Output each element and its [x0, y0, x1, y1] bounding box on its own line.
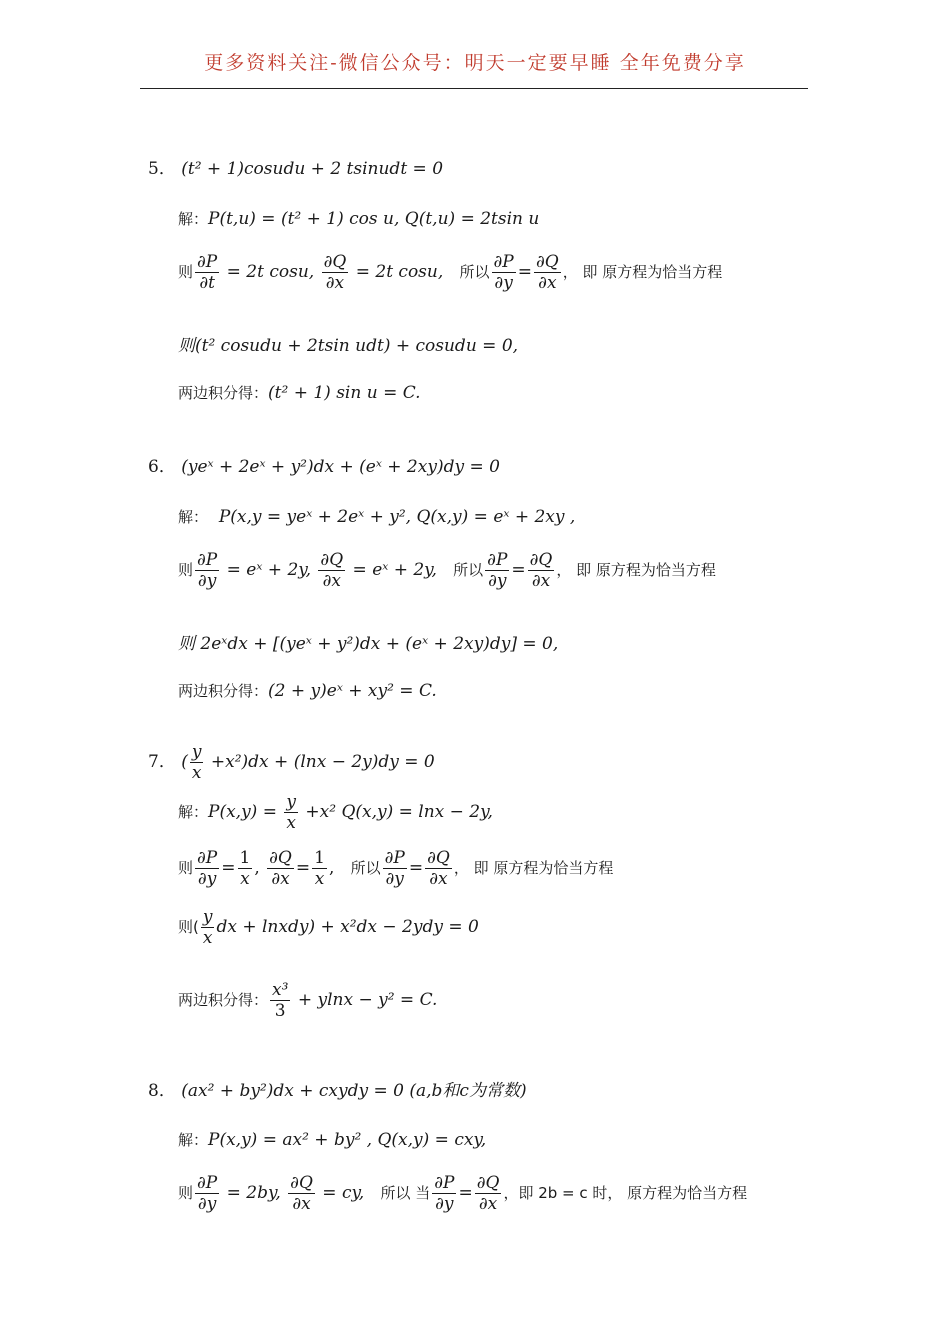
partial-fraction: $\frac{\partial Q}{\partial x}$ [269, 848, 292, 889]
therefore-label: 所以 当 [380, 1184, 431, 1202]
problem-7-solution: 解：P(x,y) = $\frac{y}{x}$ +x² Q(x,y) = lnx − 2y, [178, 792, 493, 833]
derivative-value: = 2by, [221, 1183, 281, 1203]
problem-7-equation: 7． ( $\frac{y}{x}$ +x²)dx + (lnx − 2y)dy = 0 [148, 742, 435, 783]
problem-5-derivatives: 则 $\frac{\partial P}{\partial t}$ = 2t cosu, $\frac{\partial Q}{\partial x}$ = 2t cosu, 所以 $\frac{\partial P}{\partial y}$ = $\frac{\partial Q}{\partial x}$ ， 即 原方程为恰当方程 [178, 252, 723, 293]
derivative-value: = cy, [316, 1183, 365, 1203]
problem-number: 5． [148, 159, 176, 179]
problem-7-integration [178, 980, 437, 1021]
derivative-value: = 2t cosu, [221, 262, 315, 282]
problem-6-derivatives: 则 $\frac{\partial P}{\partial y}$ = eˣ + 2y, $\frac{\partial Q}{\partial x}$ = eˣ + 2y, 所以 $\frac{\partial P}{\partial y}$ = $\frac{\partial Q}{\partial x}$ ， 即 原方程为恰当方程 [178, 550, 716, 591]
header-banner: 更多资料关注-微信公众号：明天一定要早睡 全年免费分享 [204, 52, 746, 74]
fraction: $\frac{y}{x}$ [286, 792, 296, 833]
problem-7-step: 则( $\frac{y}{x}$ dx + lnxdy) + x²dx − 2ydy = 0 [178, 907, 479, 948]
problem-5-step [178, 335, 518, 357]
conclusion-text: ，即 2b = c 时， 原方程为恰当方程 [503, 1184, 748, 1202]
conclusion-text: ， 即 原方程为恰当方程 [453, 859, 614, 877]
therefore-label: 所以 [350, 859, 381, 877]
problem-8-equation [148, 1080, 527, 1102]
solution-text: +x² Q(x,y) = lnx − 2y, [299, 802, 493, 822]
fraction: $\frac{\text{x³}}{3}$ [272, 980, 289, 1021]
equation-text: (ax² + by²)dx + cxydy = 0 (a,b和c为常数) [181, 1081, 527, 1101]
derivative-value: = 2t cosu, [350, 262, 444, 282]
problem-5-equation [148, 158, 443, 180]
partial-fraction: $\frac{\partial Q}{\partial x}$ [290, 1173, 313, 1214]
partial-fraction: $\frac{\partial P}{\partial y}$ [434, 1173, 455, 1214]
problem-number: 8． [148, 1081, 176, 1101]
partial-fraction: $\frac{\partial P}{\partial y}$ [197, 550, 218, 591]
therefore-label: 所以 [453, 561, 484, 579]
problem-6-step [178, 633, 558, 655]
problem-number: 6． [148, 457, 176, 477]
solution-text: P(t,u) = (t² + 1) cos u, Q(t,u) = 2tsin u [208, 209, 540, 229]
then-label: 则 [178, 263, 194, 281]
integrate-label: 两边积分得： [178, 682, 269, 700]
step-text: 则(t² cosudu + 2tsin udt) + cosudu = 0, [178, 336, 519, 356]
problem-8-derivatives: 则 $\frac{\partial P}{\partial y}$ = 2by, $\frac{\partial Q}{\partial x}$ = cy, 所以 当 $\frac{\partial P}{\partial y}$ = $\frac{\partial Q}{\partial x}$ ，即 2b = c 时， 原方程为恰当方程 [178, 1173, 748, 1214]
solution-text: P(x,y = yeˣ + 2eˣ + y², Q(x,y) = eˣ + 2xy , [218, 507, 576, 527]
partial-fraction: $\frac{\partial P}{\partial y}$ [487, 550, 508, 591]
conclusion-text: ， 即 原方程为恰当方程 [556, 561, 716, 579]
problem-8-solution [178, 1129, 486, 1151]
integrate-label: 两边积分得： [178, 991, 269, 1009]
problem-number: 7． [148, 752, 176, 772]
derivative-value: = eˣ + 2y, [347, 560, 437, 580]
integrate-result: (t² + 1) sin u = C. [268, 383, 421, 403]
problem-5-integration [178, 382, 421, 404]
solution-label: 解： [178, 210, 209, 228]
problem-6-solution [178, 506, 575, 528]
integrate-result: (2 + y)eˣ + xy² = C. [268, 681, 437, 701]
solution-text: P(x,y) = ax² + by² , Q(x,y) = cxy, [208, 1130, 487, 1150]
then-label: 则 [178, 561, 194, 579]
solution-label: 解： [178, 1131, 209, 1149]
partial-fraction: $\frac{\partial Q}{\partial x}$ [535, 252, 559, 293]
header-rule [140, 88, 808, 89]
step-text: dx + lnxdy) + x²dx − 2ydy = 0 [216, 917, 479, 937]
partial-fraction: $\frac{\partial Q}{\partial x}$ [427, 848, 450, 889]
solution-label: 解： [178, 803, 209, 821]
conclusion-text: ， 即 原方程为恰当方程 [562, 263, 723, 281]
partial-fraction: $\frac{\partial P}{\partial y}$ [197, 848, 218, 889]
step-text: 则 2eˣdx + [(yeˣ + y²)dx + (eˣ + 2xy)dy] = 0, [178, 634, 559, 654]
partial-fraction: $\frac{\partial P}{\partial y}$ [197, 1173, 218, 1214]
problem-6-integration [178, 680, 437, 702]
fraction: $\frac{1}{x}$ [239, 848, 251, 889]
partial-fraction: $\frac{\partial P}{\partial y}$ [493, 252, 514, 293]
problem-7-derivatives: 则 $\frac{\partial P}{\partial y}$ = $\frac{1}{x}$ , $\frac{\partial Q}{\partial x}$ = $\frac{1}{x}$ , 所以 $\frac{\partial P}{\partial y}$ = $\frac{\partial Q}{\partial x}$ ， 即 原方程为恰当方程 [178, 848, 614, 889]
problem-5-solution [178, 208, 539, 230]
problem-6-equation [148, 456, 500, 478]
therefore-label: 所以 [459, 263, 490, 281]
then-label: 则 [178, 859, 194, 877]
fraction: $\frac{y}{x}$ [202, 907, 213, 948]
partial-fraction: $\frac{\partial Q}{\partial x}$ [529, 550, 553, 591]
partial-fraction: $\frac{\partial Q}{\partial x}$ [323, 252, 347, 293]
fraction: $\frac{1}{x}$ [314, 848, 325, 889]
derivative-value: = eˣ + 2y, [221, 560, 312, 580]
partial-fraction: $\frac{\partial Q}{\partial x}$ [476, 1173, 500, 1214]
partial-fraction: $\frac{\partial Q}{\partial x}$ [320, 550, 344, 591]
partial-fraction: $\frac{\partial P}{\partial t}$ [197, 252, 218, 293]
integrate-result: + ylnx − y² = C. [292, 990, 438, 1010]
solution-label: 解： [178, 508, 209, 526]
then-label: 则 [178, 1184, 194, 1202]
equation-text: (yeˣ + 2eˣ + y²)dx + (eˣ + 2xy)dy = 0 [181, 457, 500, 477]
fraction: $\frac{y}{x}$ [191, 742, 202, 783]
equation-text: (t² + 1)cosudu + 2 tsinudt = 0 [181, 159, 444, 179]
partial-fraction: $\frac{\partial P}{\partial y}$ [384, 848, 405, 889]
equation-text: +x²)dx + (lnx − 2y)dy = 0 [205, 752, 435, 772]
integrate-label: 两边积分得： [178, 384, 269, 402]
